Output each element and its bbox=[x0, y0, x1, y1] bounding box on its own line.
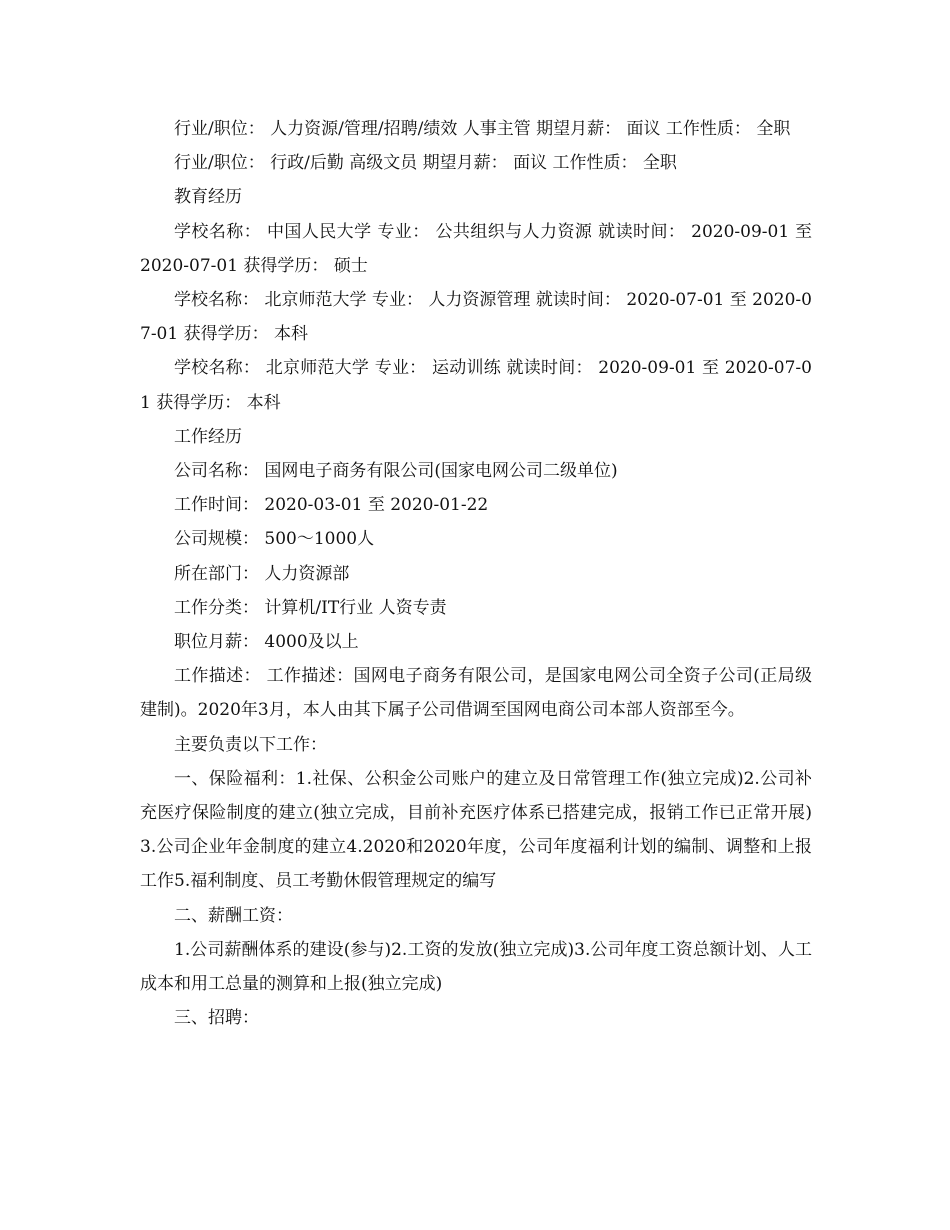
main-duties-heading: 主要负责以下工作： bbox=[174, 734, 327, 755]
company-name: 公司名称： 国网电子商务有限公司(国家电网公司二级单位) bbox=[174, 461, 618, 482]
job-description: 工作描述： 工作描述：国网电子商务有限公司，是国家电网公司全资子公司(正局级建制)。2020年3月，本人由其下属子公司借调至国网电商公司本部人资部至今。 bbox=[140, 666, 812, 721]
duty-salary-heading: 二、薪酬工资： bbox=[174, 905, 293, 926]
job-category: 工作分类： 计算机/IT行业 人资专责 bbox=[174, 597, 447, 618]
duty-insurance-welfare: 一、保险福利：1.社保、公积金公司账户的建立及日常管理工作(独立完成)2.公司补充医疗保险制度的建立(独立完成，目前补充医疗体系已搭建完成，报销工作已正常开展)3.公司企业年金制度的建立4.2020和2020年度，公司年度福利计划的编制、调整和上报工作5.福利制度、员工考勤休假管理规定的编写 bbox=[140, 768, 812, 892]
duty-recruitment-heading: 三、招聘： bbox=[174, 1008, 259, 1029]
document-page bbox=[140, 112, 812, 1035]
education-entry-2: 学校名称： 北京师范大学 专业： 人力资源管理 就读时间： 2020-07-01 至 2020-07-01 获得学历： 本科 bbox=[140, 290, 812, 345]
company-size: 公司规模： 500～1000人 bbox=[174, 529, 375, 550]
work-period: 工作时间： 2020-03-01 至 2020-01-22 bbox=[174, 495, 489, 516]
duty-salary-detail: 1.公司薪酬体系的建设(参与)2.工资的发放(独立完成)3.公司年度工资总额计划、人工成本和用工总量的测算和上报(独立完成) bbox=[140, 939, 812, 995]
education-entry-3: 学校名称： 北京师范大学 专业： 运动训练 就读时间： 2020-09-01 至 2020-07-01 获得学历： 本科 bbox=[140, 358, 812, 413]
department: 所在部门： 人力资源部 bbox=[174, 563, 350, 584]
education-entry-1: 学校名称： 中国人民大学 专业： 公共组织与人力资源 就读时间： 2020-09-01 至 2020-07-01 获得学历： 硕士 bbox=[140, 221, 812, 276]
monthly-salary: 职位月薪： 4000及以上 bbox=[174, 632, 359, 653]
section-heading-work: 工作经历 bbox=[174, 426, 242, 447]
section-heading-education: 教育经历 bbox=[174, 187, 242, 208]
job-intent-hr: 行业/职位： 人力资源/管理/招聘/绩效 人事主管 期望月薪： 面议 工作性质： 全职 bbox=[174, 119, 791, 139]
job-intent-admin: 行业/职位： 行政/后勤 高级文员 期望月薪： 面议 工作性质： 全职 bbox=[174, 153, 677, 174]
